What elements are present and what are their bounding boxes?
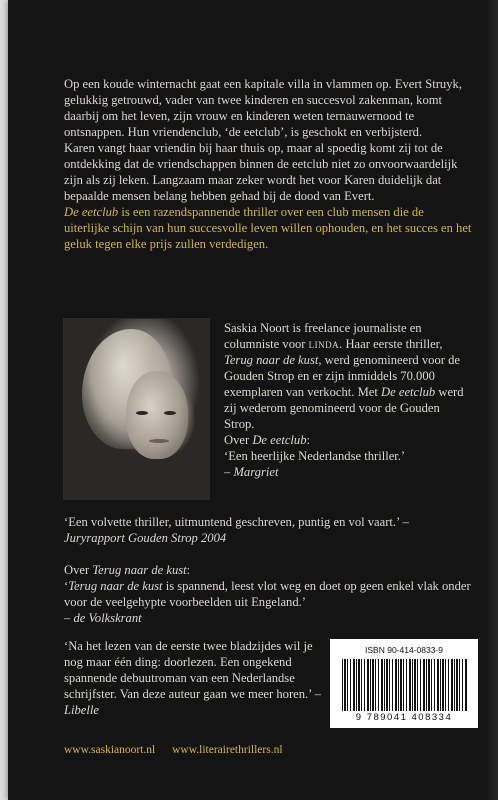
tagline-book-title: De eetclub xyxy=(64,205,119,219)
barcode-bars xyxy=(342,659,468,711)
barcode xyxy=(330,639,478,728)
review-terug-naar-de-kust: Over Terug naar de kust: ‘Terug naar de kust is spannend, leest vlot weg en doet op geen enkel vlak onder voor de veelgehypte voorbeelden uit Engeland.’ – de Volkskrant xyxy=(64,562,484,626)
review-source: Libelle xyxy=(64,703,99,717)
review-quote: ‘Een heerlijke Nederlandse thriller.’ xyxy=(224,449,406,463)
barcode-digits: 9 789041 408334 xyxy=(355,712,453,723)
review-eetclub: Over De eetclub: ‘Een heerlijke Nederlandse thriller.’ – Margriet xyxy=(224,432,472,480)
synopsis-tagline xyxy=(64,204,472,252)
author-bio: Saskia Noort is freelance journaliste en columniste voor linda. Haar eerste thriller, Terug naar de kust, werd genomineerd voor de Gouden Strop en er zijn inmiddels 70.000 exemplaren van verkocht. Met De eetclub werd zij wederom genomineerd voor de Gouden Strop. xyxy=(224,321,464,431)
synopsis-paragraph-1: Op een koude winternacht gaat een kapitale villa in vlammen op. Evert Struyk, gelukkig getrouwd, vader van twee kinderen en succesvol zakenman, komt daarbij om het leven, zijn vrouw en kinderen weten ternauwernood te ontsnappen. Hun vriendenclub, ‘de eetclub’, is geschokt en verbijsterd. xyxy=(64,77,462,139)
tagline-text: is een razendspannende thriller over een club mensen die de uiterlijke schijn van hun succesvolle leven willen ophouden, en het succes en het geluk tegen elke prijs zullen verdedigen. xyxy=(64,205,472,251)
synopsis xyxy=(64,76,472,252)
review-source: Juryrapport Gouden Strop 2004 xyxy=(64,531,227,545)
review-source: – Margriet xyxy=(224,465,279,479)
review-quote: ‘Terug naar de kust is spannend, leest vlot weg en doet op geen enkel vlak onder voor de veelgehypte voorbeelden uit Engeland.’ xyxy=(64,579,471,609)
review-jury: ‘Een volvette thriller, uitmuntend geschreven, puntig en vol vaart.’ – Juryrapport Gouden Strop 2004 xyxy=(64,515,409,545)
magazine-name: linda xyxy=(308,337,340,351)
author-website-link[interactable]: www.saskianoort.nl xyxy=(64,744,156,756)
website-links xyxy=(64,744,484,756)
author-photo xyxy=(63,318,210,500)
isbn-label: ISBN 90-414-0833-9 xyxy=(365,645,443,655)
synopsis-paragraph-2: Karen vangt haar vriendin bij haar thuis op, maar al spoedig komt zij tot de ontdekking dat de vriendschappen binnen de eetclub niet zo onvoorwaardelijk zijn als zij leken. Langzaam maar zeker wordt het voor Karen duidelijk dat bepaalde mensen belang hebben gehad bij de dood van Evert. xyxy=(64,141,458,203)
review-source: – de Volkskrant xyxy=(64,611,142,625)
back-cover xyxy=(8,0,498,800)
review-libelle: ‘Na het lezen van de eerste twee bladzijdes wil je nog maar één ding: doorlezen. Een ongekend spannende debuutroman van een Nederlandse schrijfster. Van deze auteur gaan we meer horen.’ – Libelle xyxy=(64,639,321,717)
publisher-website-link[interactable]: www.literairethrillers.nl xyxy=(172,744,283,756)
